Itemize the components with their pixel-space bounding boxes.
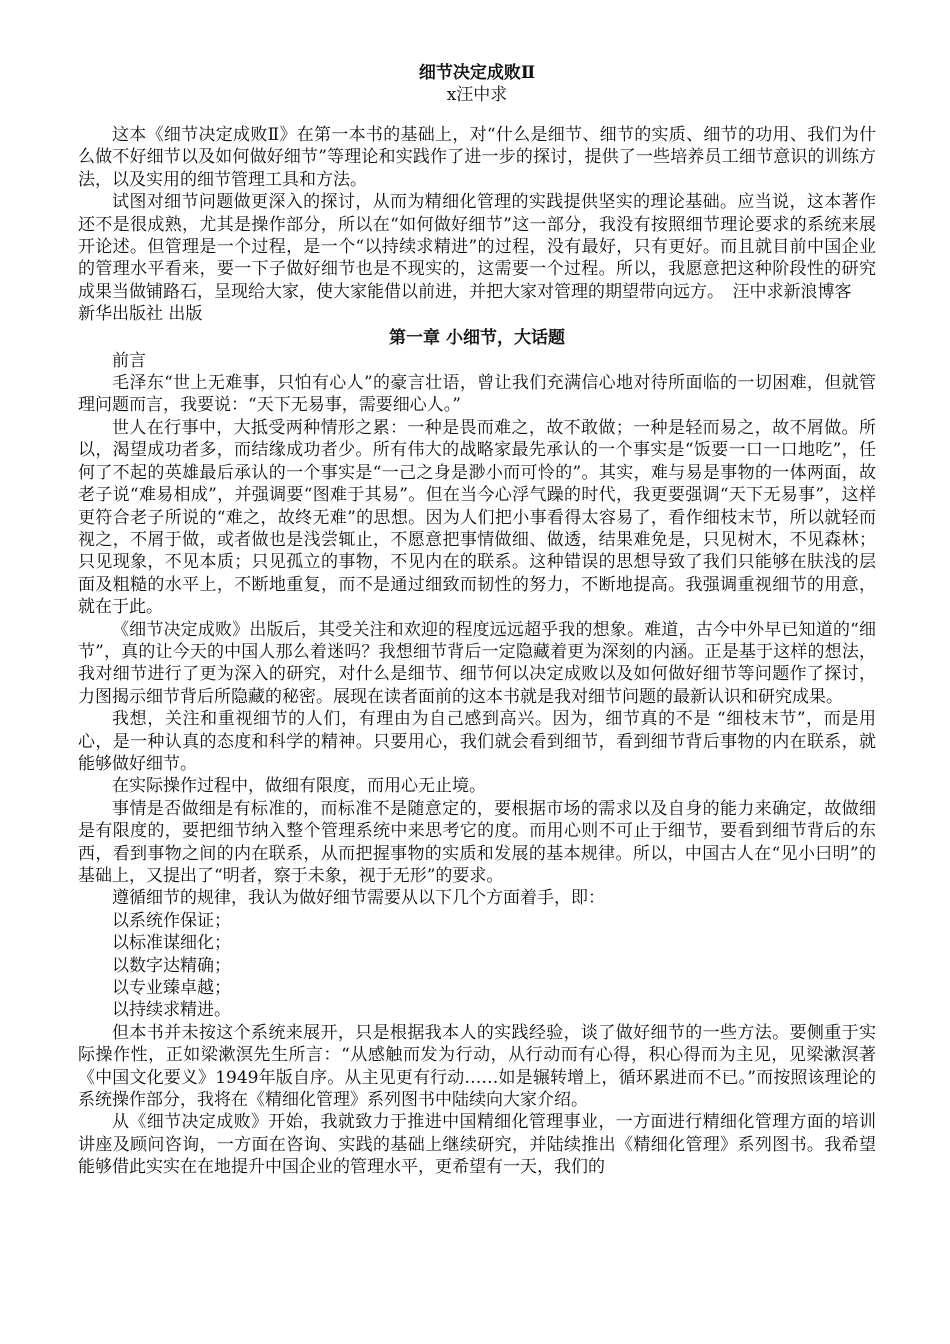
intro-paragraph: 这本《细节决定成败Ⅱ》在第一本书的基础上，对“什么是细节、细节的实质、细节的功用、我们为什么做不好细节以及如何做好细节”等理论和实践作了进一步的探讨，提供了一些培养员工细节意识的训练方法，以及实用的细节管理工具和方法。 <box>78 125 876 190</box>
document-page <box>78 62 876 1179</box>
chapter-paragraph: 遵循细节的规律，我认为做好细节需要从以下几个方面着手，即： <box>112 888 605 909</box>
chapter-paragraph: 但本书并未按这个系统来展开，只是根据我本人的实践经验，谈了做好细节的一些方法。要侧重于实际操作性，正如梁漱溟先生所言：“从感触而发为行动，从行动而有心得，积心得而为主见，见梁漱溟著《中国文化要义》1949年版自序。从主见更有行动……如是辗转增上，循环累进而不已。”而按照该理论的系统操作部分，我将在《精细化管理》系列图书中陆续向大家介绍。 <box>78 1022 876 1111</box>
document-author: x汪中求 <box>446 85 508 105</box>
chapter-paragraph: 事情是否做细是有标准的，而标准不是随意定的，要根据市场的需求以及自身的能力来确定，故做细是有限度的，要把细节纳入整个管理系统中来思考它的度。而用心则不可止于细节，要看到细节背后的东西，看到事物之间的内在联系，从而把握事物的实质和发展的基本规律。所以，中国古人在“见小曰明”的基础上，又提出了“明者，察于未象，视于无形”的要求。 <box>78 798 876 886</box>
chapter-paragraph: 我想，关注和重视细节的人们，有理由为自己感到高兴。因为，细节真的不是 “细枝末节”，而是用心，是一种认真的态度和科学的精神。只要用心，我们就会看到细节，看到细节背后事物的内在联系，就能够做好细节。 <box>78 709 876 774</box>
chapter-paragraph: 从《细节决定成败》开始，我就致力于推进中国精细化管理事业，一方面进行精细化管理方面的培训讲座及顾问咨询，一方面在咨询、实践的基础上继续研究，并陆续推出《精细化管理》系列图书。我希望能够借此实实在在地提升中国企业的管理水平，更希望有一天，我们的 <box>78 1112 876 1178</box>
chapter-paragraph: 在实际操作过程中，做细有限度，而用心无止境。 <box>112 776 486 797</box>
list-item: 以持续求精进。 <box>112 1000 231 1021</box>
chapter-paragraph: 前言 <box>112 350 146 371</box>
intro-paragraph: 试图对细节问题做更深入的探讨，从而为精细化管理的实践提供坚实的理论基础。应当说，这本著作还不是很成熟，尤其是操作部分，所以在“如何做好细节”这一部分，我没有按照细节理论要求的系统来展开论述。但管理是一个过程，是一个“以持续求精进”的过程，没有最好，只有更好。而且就目前中国企业的管理水平看来，要一下子做好细节也是不现实的，这需要一个过程。所以，我愿意把这种阶段性的研究成果当做铺路石，呈现给大家，使大家能借以前进，并把大家对管理的期望带向远方。 汪中求新浪博客 <box>78 192 876 302</box>
list-item: 以标准谋细化； <box>112 933 231 954</box>
list-item: 以专业臻卓越； <box>112 978 231 999</box>
chapter-paragraph: 毛泽东“世上无难事，只怕有心人”的豪言壮语，曾让我们充满信心地对待所面临的一切困难，但就管理问题而言，我要说：“天下无易事，需要细心人。” <box>78 373 876 416</box>
list-item: 以数字达精确； <box>112 955 231 976</box>
chapter-paragraph: 《细节决定成败》出版后，其受关注和欢迎的程度远远超乎我的想象。难道，古今中外早已知道的“细节”，真的让今天的中国人那么着迷吗？我想细节背后一定隐藏着更为深刻的内涵。正是基于这样的想法，我对细节进行了更为深入的研究，对什么是细节、细节何以决定成败以及如何做好细节等问题作了探讨，力图揭示细节背后所隐藏的秘密。展现在读者面前的这本书就是我对细节问题的最新认识和研究成果。 <box>78 619 876 707</box>
publisher-line: 新华出版社 出版 <box>78 304 203 325</box>
chapter-title: 第一章 小细节，大话题 <box>389 327 565 348</box>
document-title: 细节决定成败Ⅱ <box>418 63 536 83</box>
chapter-paragraph: 世人在行事中，大抵受两种情形之累：一种是畏而难之，故不敢做；一种是轻而易之，故不屑做。所以，渴望成功者多，而结缘成功者少。所有伟大的战略家最先承认的一个事实是“饭要一口一口地吃”，任何了不起的英雄最后承认的一个事实是“一己之身是渺小而可怜的”。其实，难与易是事物的一体两面，故老子说“难易相成”，并强调要“图难于其易”。但在当今心浮气躁的时代，我更要强调“天下无易事”，这样更符合老子所说的“难之，故终无难”的思想。因为人们把小事看得太容易了，看作细枝末节，所以就轻而视之，不屑于做，或者做也是浅尝辄止，不愿意把事情做细、做透，结果难免是，只见树木，不见森林；只见现象，不见本质；只见孤立的事物，不见内在的联系。这种错误的思想导致了我们只能够在肤浅的层面及粗糙的水平上，不断地重复，而不是通过细致而韧性的努力，不断地提高。我强调重视细节的用意，就在于此。 <box>78 417 876 618</box>
list-item: 以系统作保证； <box>112 910 231 931</box>
